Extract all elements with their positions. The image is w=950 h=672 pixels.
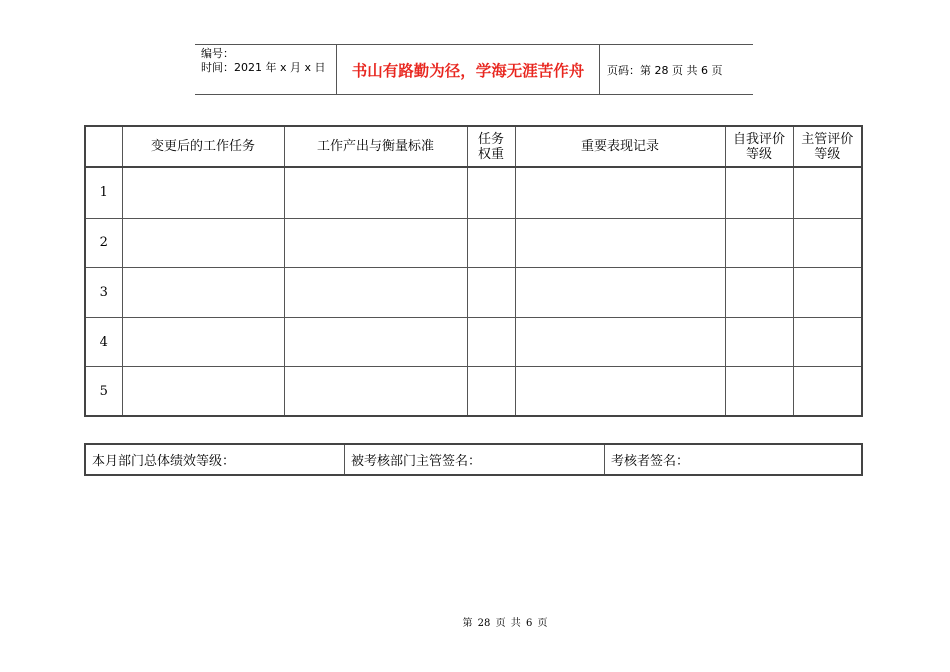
header-task-weight-text: 任务 权重 — [477, 131, 504, 162]
table-row — [86, 268, 861, 318]
cell-record[interactable] — [515, 367, 725, 415]
document-header — [195, 44, 753, 95]
number-label: 编号： — [201, 47, 234, 60]
cell-weight[interactable] — [467, 268, 515, 318]
header-performance-record: 重要表现记录 — [515, 127, 725, 167]
page-footer: 第 28 页 共 6 页 — [462, 618, 548, 629]
cell-self-eval[interactable] — [725, 218, 793, 268]
cell-record[interactable] — [515, 218, 725, 268]
cell-manager-eval[interactable] — [793, 268, 861, 318]
table-row — [86, 317, 861, 367]
row-number: 4 — [86, 317, 122, 367]
row-number: 5 — [86, 367, 122, 415]
motto-text: 书山有路勤为径，学海无涯苦作舟 — [337, 45, 600, 94]
cell-self-eval[interactable] — [725, 268, 793, 318]
cell-task[interactable] — [122, 218, 284, 268]
header-index — [86, 127, 122, 167]
cell-weight[interactable] — [467, 367, 515, 415]
cell-self-eval[interactable] — [725, 367, 793, 415]
cell-task[interactable] — [122, 167, 284, 218]
row-number: 3 — [86, 268, 122, 318]
cell-weight[interactable] — [467, 317, 515, 367]
table-row — [86, 167, 861, 218]
cell-weight[interactable] — [467, 218, 515, 268]
cell-manager-eval[interactable] — [793, 367, 861, 415]
cell-output[interactable] — [284, 167, 467, 218]
cell-manager-eval[interactable] — [793, 167, 861, 218]
header-self-eval-text: 自我评价 等级 — [732, 131, 785, 162]
evaluation-table — [84, 125, 863, 417]
table-row — [86, 367, 861, 415]
cell-output[interactable] — [284, 317, 467, 367]
page-info: 页码：第 28 页 共 6 页 — [607, 63, 723, 77]
cell-task[interactable] — [122, 268, 284, 318]
cell-record[interactable] — [515, 167, 725, 218]
dept-grade-field[interactable]: 本月部门总体绩效等级： — [86, 445, 345, 474]
header-task-weight — [467, 127, 515, 167]
table-row — [86, 218, 861, 268]
assessor-signature-field[interactable]: 考核者签名： — [611, 454, 690, 469]
cell-manager-eval[interactable] — [793, 218, 861, 268]
cell-output[interactable] — [284, 268, 467, 318]
time-label: 时间：2021 年 x 月 x 日 — [201, 61, 326, 74]
header-meta — [195, 45, 337, 94]
row-number: 2 — [86, 218, 122, 268]
signature-row — [84, 443, 863, 476]
cell-task[interactable] — [122, 317, 284, 367]
header-manager-eval — [793, 127, 861, 167]
cell-record[interactable] — [515, 317, 725, 367]
row-number: 1 — [86, 167, 122, 218]
cell-output[interactable] — [284, 367, 467, 415]
manager-signature-field[interactable]: 被考核部门主管签名： — [345, 445, 605, 474]
header-manager-eval-text: 主管评价 等级 — [801, 131, 854, 162]
header-changed-task: 变更后的工作任务 — [122, 127, 284, 167]
header-output-standard: 工作产出与衡量标准 — [284, 127, 467, 167]
header-self-eval — [725, 127, 793, 167]
cell-self-eval[interactable] — [725, 317, 793, 367]
cell-weight[interactable] — [467, 167, 515, 218]
cell-manager-eval[interactable] — [793, 317, 861, 367]
cell-record[interactable] — [515, 268, 725, 318]
cell-output[interactable] — [284, 218, 467, 268]
cell-self-eval[interactable] — [725, 167, 793, 218]
cell-task[interactable] — [122, 367, 284, 415]
